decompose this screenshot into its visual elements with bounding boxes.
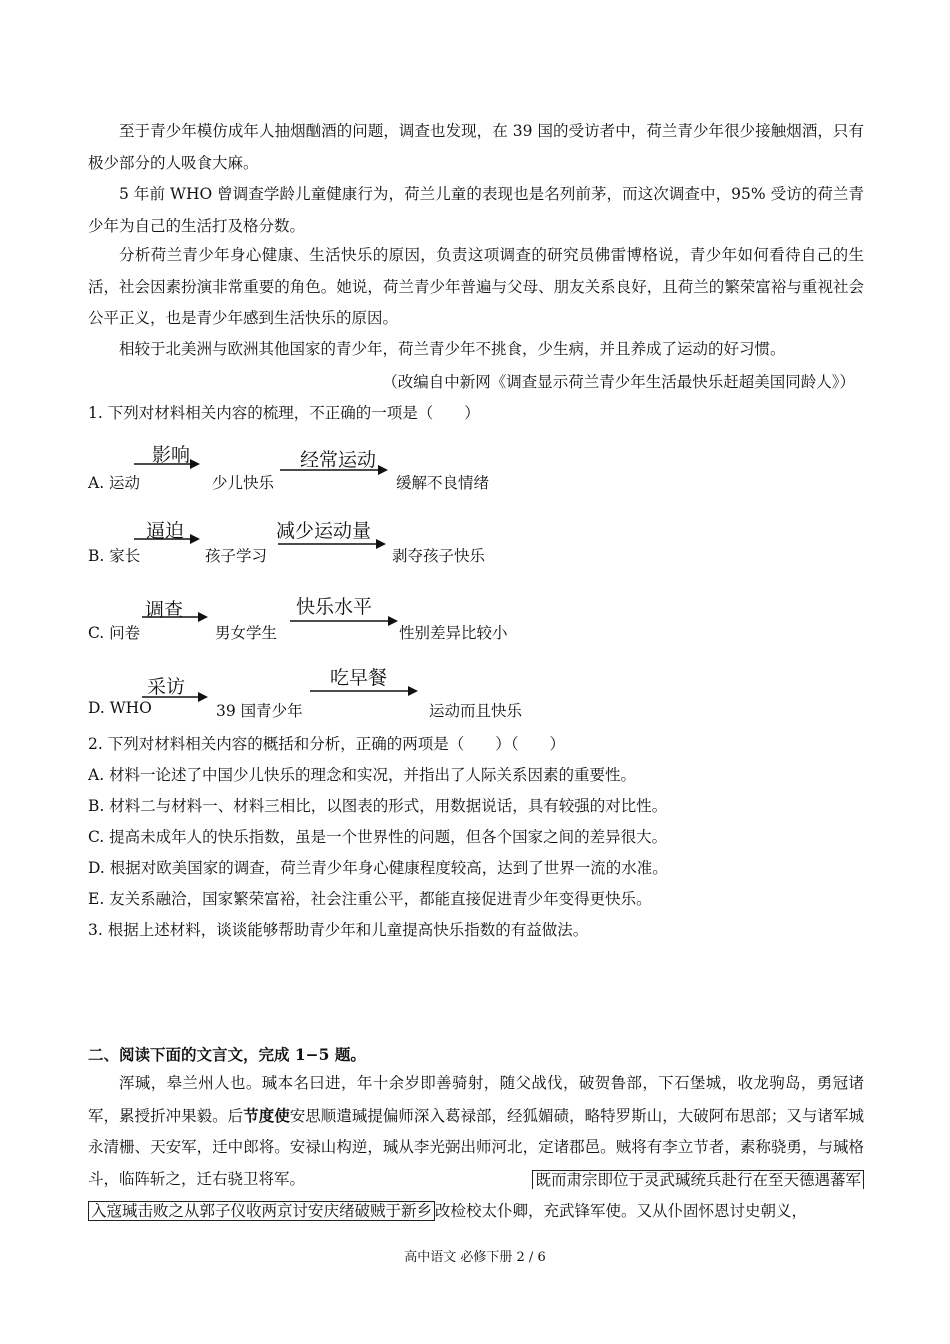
passage-text-b: 安思顺遣瑊提偏师深入葛禄部，经狐媚碛，略特罗斯山，大破阿布思部；又与诸军城永清栅、天安军，迁中郎将。安禄山构逆，瑊从李光弼出师河北，定诸郡邑。贼将有李立节者，素称骁勇，与瑊格斗，临阵斩之，迁右骁卫将军。 xyxy=(88,1106,864,1188)
q2-option-b: B. 材料二与材料一、材料三相比，以图表的形式，用数据说话，具有较强的对比性。 xyxy=(88,797,668,815)
option-a-mid: 少儿快乐 xyxy=(212,474,275,492)
passage-text-a: 浑瑊，皋兰州人也。瑊本名曰进，年十余岁即善骑射，随父战伐，破贺鲁部，下石堡城，收龙驹岛，勇冠诸军，累授折冲果毅。后 xyxy=(88,1074,864,1125)
paragraph-4: 相较于北美洲与欧洲其他国家的青少年，荷兰青少年不挑食，少生病，并且养成了运动的好习惯。 xyxy=(119,340,786,358)
option-a-arrow1-label: 影响 xyxy=(152,444,191,466)
option-a-arrow2-label: 经常运动 xyxy=(300,449,377,471)
option-c-end: 性别差异比较小 xyxy=(399,624,508,642)
option-b-mid: 孩子学习 xyxy=(205,547,268,565)
paragraph-3: 分析荷兰青少年身心健康、生活快乐的原因，负责这项调查的研究员佛雷博格说，青少年如何看待自己的生活，社会因素扮演非常重要的角色。她说，荷兰青少年普遍与父母、朋友关系良好，且荷兰的繁荣富裕与重视社会公平正义，也是青少年感到生活快乐的原因。 xyxy=(88,246,864,327)
q2-option-a: A. 材料一论述了中国少儿快乐的理念和实况，并指出了人际关系因素的重要性。 xyxy=(88,766,637,784)
option-a-end: 缓解不良情绪 xyxy=(396,474,490,492)
boxed-line-1-row xyxy=(532,1168,864,1190)
option-a-prefix: A. 运动 xyxy=(88,474,141,492)
option-a-arrow1 xyxy=(132,456,202,472)
passage-tail: 改检校太仆卿，充武锋军使。又从仆固怀恩讨史朝义， xyxy=(435,1202,808,1220)
option-c-arrow1-label: 调查 xyxy=(145,599,184,621)
passage-bold-term: 节度使 xyxy=(243,1105,290,1125)
question-1-stem: 1. 下列对材料相关内容的梳理，不正确的一项是（ ） xyxy=(88,404,480,422)
option-b-arrow2-label: 减少运动量 xyxy=(276,520,372,542)
paragraph-1: 至于青少年模仿成年人抽烟酗酒的问题，调查也发现，在 39 国的受访者中，荷兰青少年很少接触烟酒，只有极少部分的人吸食大麻。 xyxy=(88,122,864,172)
boxed-sentence-line-2: 入寇瑊击败之从郭子仪收两京讨安庆绪破贼于新乡 xyxy=(88,1201,435,1221)
option-b-arrow1 xyxy=(132,531,202,547)
page-footer: 高中语文 必修下册 2 / 6 xyxy=(404,1250,546,1265)
option-b-end: 剥夺孩子快乐 xyxy=(392,547,486,565)
option-b-arrow2 xyxy=(276,536,388,552)
option-b-prefix: B. 家长 xyxy=(88,547,141,565)
option-d-arrow1 xyxy=(140,689,210,705)
paragraph-2: 5 年前 WHO 曾调查学龄儿童健康行为，荷兰儿童的表现也是名列前茅，而这次调查中，95% 受访的荷兰青少年为自己的生活打及格分数。 xyxy=(88,185,864,235)
option-c-mid: 男女学生 xyxy=(215,624,278,642)
boxed-sentence-line-1: 既而肃宗即位于灵武瑊统兵赴行在至天德遇蕃军 xyxy=(532,1170,864,1189)
question-3-stem: 3. 根据上述材料，谈谈能够帮助青少年和儿童提高快乐指数的有益做法。 xyxy=(88,921,589,939)
q2-option-e: E. 友关系融洽，国家繁荣富裕，社会注重公平，都能直接促进青少年变得更快乐。 xyxy=(88,890,652,908)
source-citation: （改编自中新网《调查显示荷兰青少年生活最快乐赶超美国同龄人》） xyxy=(382,373,855,391)
option-c-arrow2 xyxy=(288,613,400,629)
question-2-stem: 2. 下列对材料相关内容的概括和分析，正确的两项是（ ）（ ） xyxy=(88,735,565,753)
option-a-arrow2 xyxy=(278,462,390,478)
q2-option-c: C. 提高未成年人的快乐指数，虽是一个世界性的问题，但各个国家之间的差异很大。 xyxy=(88,828,668,846)
option-b-arrow1-label: 逼迫 xyxy=(146,520,185,542)
option-c-prefix: C. 问卷 xyxy=(88,624,141,642)
option-d-end: 运动而且快乐 xyxy=(429,702,523,720)
section-2-heading: 二、阅读下面的文言文，完成 1−5 题。 xyxy=(88,1045,366,1064)
option-d-arrow2-label: 吃早餐 xyxy=(330,667,388,689)
option-d-prefix: D. WHO xyxy=(88,699,152,717)
boxed-line-2-row xyxy=(88,1199,807,1221)
option-d-mid: 39 国青少年 xyxy=(216,702,303,720)
option-d-arrow1-label: 采访 xyxy=(147,676,186,698)
option-d-arrow2 xyxy=(308,683,420,699)
option-c-arrow2-label: 快乐水平 xyxy=(296,596,373,618)
q2-option-d: D. 根据对欧美国家的调查，荷兰青少年身心健康程度较高，达到了世界一流的水准。 xyxy=(88,859,668,877)
option-c-arrow1 xyxy=(140,609,210,625)
